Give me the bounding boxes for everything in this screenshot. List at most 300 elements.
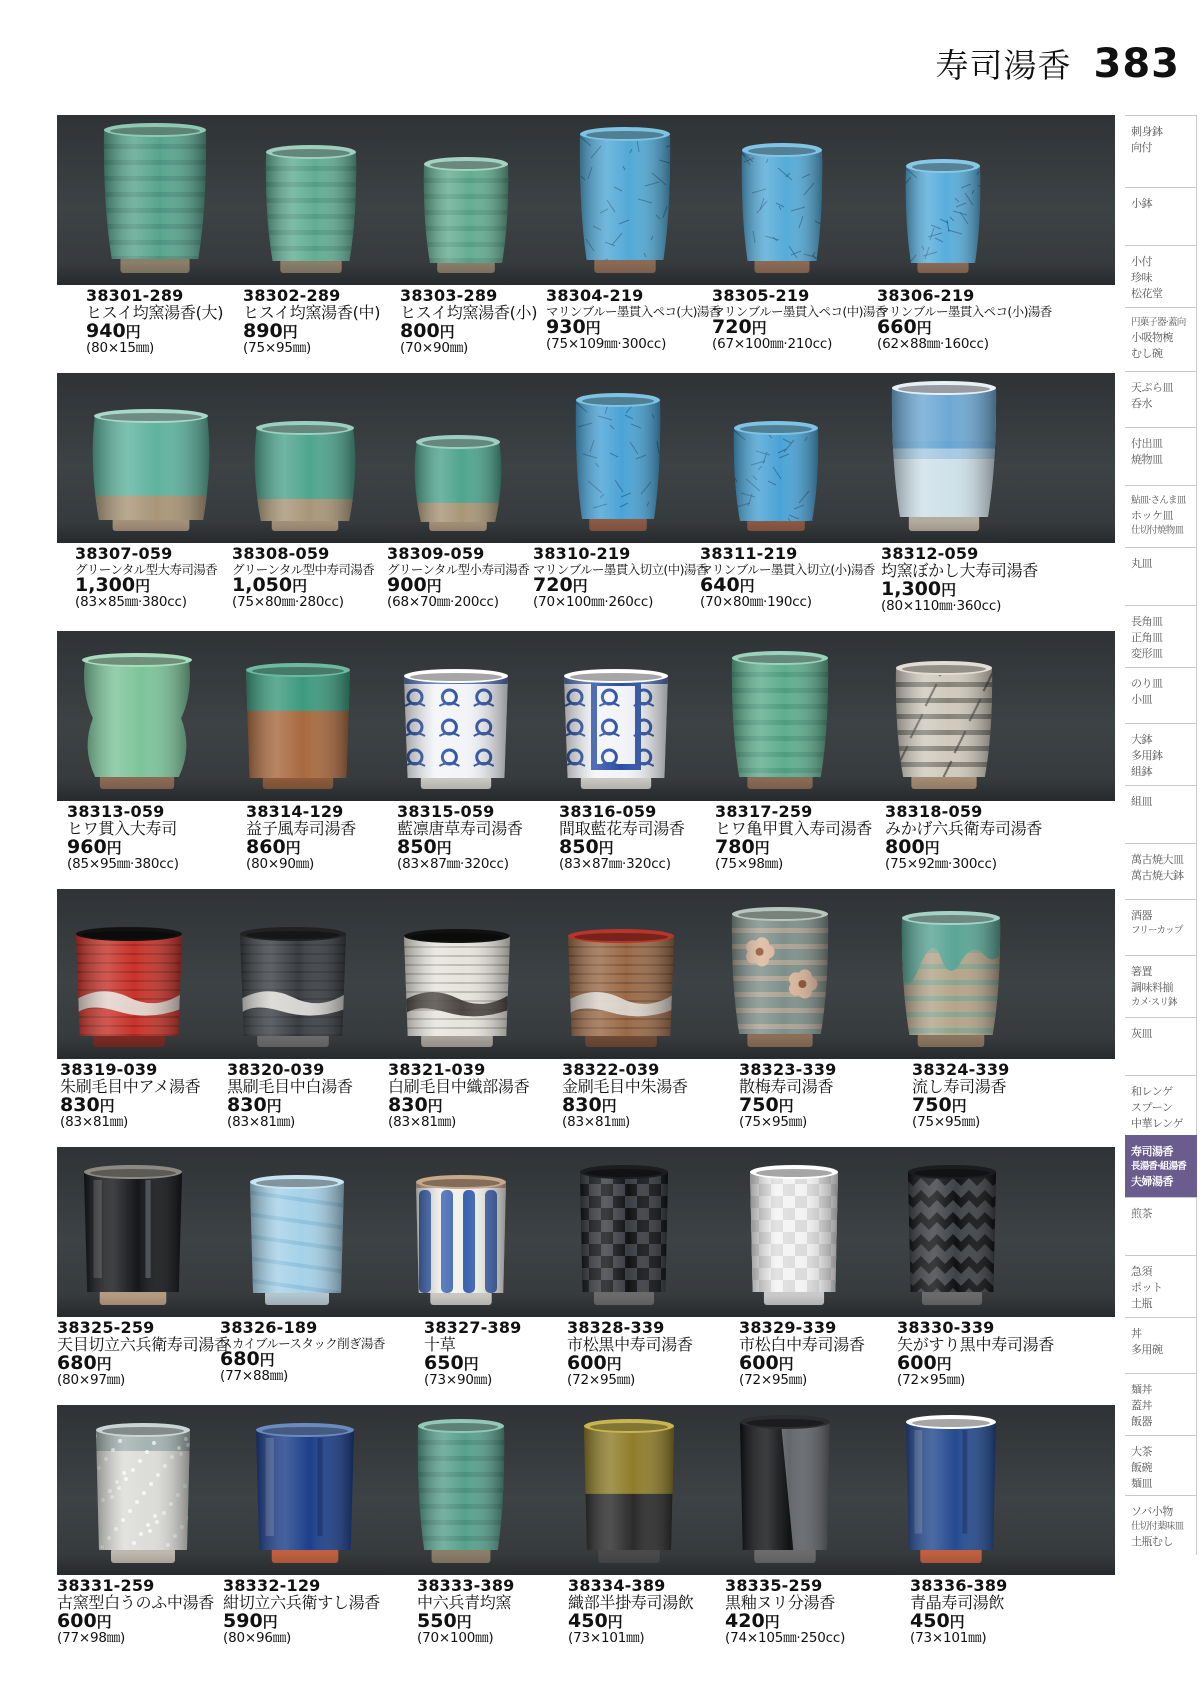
product-name: 古窯型白うのふ中湯香	[57, 1592, 215, 1612]
product-price	[912, 1093, 1092, 1116]
price-currency: 円	[607, 1612, 623, 1631]
price-value: 1,050	[232, 573, 293, 596]
product-code: 38317-259	[715, 802, 813, 821]
product-name: 均窯ぼかし大寿司湯香	[881, 560, 1039, 580]
price-value: 680	[220, 1347, 260, 1370]
product-code: 38311-219	[700, 544, 798, 563]
price-value: 930	[546, 315, 586, 338]
product-image	[903, 159, 983, 273]
page-title: 寿司湯香	[935, 46, 1072, 85]
category-tab[interactable]	[1125, 785, 1197, 843]
price-value: 800	[400, 319, 440, 342]
price-value: 590	[223, 1609, 263, 1632]
price-value: 750	[912, 1093, 952, 1116]
price-value: 450	[568, 1609, 608, 1632]
price-currency: 円	[924, 838, 940, 857]
product-code: 38308-059	[232, 544, 330, 563]
product-name: グリーンタル型小寿司湯香	[387, 561, 530, 577]
category-tab-label: 飯器	[1131, 1414, 1152, 1428]
product-price	[57, 1609, 237, 1632]
price-currency: 円	[936, 1354, 952, 1373]
product-price	[75, 573, 255, 596]
category-tab-label: 長角皿	[1131, 615, 1163, 628]
category-tab-label: カメ·スリ鉢	[1131, 996, 1177, 1008]
category-tab-label: 鮎皿·さんま皿	[1131, 495, 1186, 506]
product-caption	[67, 804, 247, 871]
category-tab-label: 天ぷら皿	[1131, 381, 1173, 394]
product-price	[223, 1609, 403, 1632]
category-tab-label: 蓋丼	[1131, 1398, 1152, 1412]
product-size: (80×15㎜)	[86, 339, 155, 356]
product-code: 38336-389	[910, 1576, 1008, 1595]
category-tab[interactable]	[1125, 843, 1197, 899]
category-tab-label: 大茶	[1131, 1445, 1152, 1458]
product-image	[747, 1165, 841, 1305]
category-tab-label: 小付	[1131, 255, 1152, 268]
product-caption	[243, 288, 423, 355]
cup-illustration	[581, 1419, 677, 1563]
category-tab-label: 珍味	[1131, 270, 1152, 284]
product-code: 38306-219	[877, 286, 975, 305]
product-image	[421, 157, 511, 273]
price-currency: 円	[426, 576, 442, 595]
cup-illustration	[731, 421, 821, 531]
price-currency: 円	[601, 1096, 617, 1115]
category-tab[interactable]	[1125, 427, 1197, 485]
category-tab[interactable]	[1125, 187, 1197, 245]
product-size: (72×95㎜)	[567, 1371, 636, 1388]
category-tab-label: 向付	[1131, 140, 1152, 154]
category-tab[interactable]	[1125, 667, 1197, 723]
product-code: 38302-289	[243, 286, 341, 305]
cup-illustration	[243, 663, 353, 789]
category-tab[interactable]	[1125, 723, 1197, 785]
product-price	[57, 1351, 237, 1374]
product-size: (75×95㎜)	[739, 1113, 808, 1130]
price-value: 420	[725, 1609, 765, 1632]
product-price	[220, 1347, 400, 1370]
product-name: マリンブルー墨貫入切立(中)湯香	[533, 561, 708, 577]
category-tab[interactable]	[1125, 245, 1197, 307]
price-value: 830	[562, 1093, 602, 1116]
page-number: 383	[1093, 41, 1180, 87]
price-currency: 円	[266, 1096, 282, 1115]
product-image	[263, 145, 359, 273]
product-image	[401, 669, 511, 789]
product-name: グリーンタル型中寿司湯香	[232, 561, 375, 577]
price-value: 890	[243, 319, 283, 342]
category-tab-label: 変形皿	[1131, 646, 1163, 660]
price-currency: 円	[941, 580, 957, 599]
product-photo-strip	[57, 1147, 1115, 1317]
category-tab-label: 急須	[1131, 1265, 1152, 1278]
product-code: 38322-039	[562, 1060, 660, 1079]
product-image	[889, 381, 999, 531]
product-image	[101, 123, 209, 273]
product-image	[893, 661, 995, 789]
product-row	[57, 1405, 1115, 1663]
product-caption	[533, 546, 713, 609]
category-tab[interactable]	[1125, 1075, 1197, 1135]
product-code: 38320-039	[227, 1060, 325, 1079]
price-currency: 円	[572, 576, 588, 595]
product-size: (83×81㎜)	[388, 1113, 457, 1130]
product-name: 黒釉ヌリ分湯香	[725, 1592, 835, 1612]
cup-illustration	[729, 651, 831, 789]
product-size: (80×110㎜·360cc)	[881, 597, 1002, 614]
cup-illustration	[101, 123, 209, 273]
product-code: 38327-389	[424, 1318, 522, 1337]
price-currency: 円	[916, 318, 932, 337]
category-tab-label: 寿司湯香	[1131, 1145, 1173, 1158]
price-currency: 円	[951, 1096, 967, 1115]
category-tab-label: 多用鉢	[1131, 748, 1163, 762]
price-currency: 円	[754, 838, 770, 857]
cup-illustration	[73, 927, 185, 1047]
product-code: 38319-039	[60, 1060, 158, 1079]
category-tab[interactable]	[1125, 1255, 1197, 1317]
product-photo-strip	[57, 889, 1115, 1059]
cup-illustration	[905, 1165, 999, 1305]
cup-illustration	[747, 1165, 841, 1305]
product-image	[91, 409, 211, 531]
product-code: 38310-219	[533, 544, 631, 563]
cup-illustration	[253, 1423, 357, 1563]
category-tab[interactable]	[1125, 1197, 1197, 1255]
category-tab-label: 小吸物椀	[1131, 330, 1173, 344]
product-code: 38328-339	[567, 1318, 665, 1337]
cup-illustration	[421, 157, 511, 273]
cup-illustration	[415, 1419, 507, 1563]
product-price	[227, 1093, 407, 1116]
category-tab-label: 組鉢	[1131, 764, 1152, 778]
price-currency: 円	[96, 1354, 112, 1373]
price-currency: 円	[456, 1612, 472, 1631]
cup-illustration	[93, 1423, 193, 1563]
product-name: マリンブルー墨貫入ペコ(中)湯香	[712, 303, 887, 319]
category-tab-label: 酒器	[1131, 909, 1152, 922]
product-caption	[715, 804, 895, 871]
product-image	[93, 1423, 193, 1563]
product-code: 38303-289	[400, 286, 498, 305]
price-currency: 円	[259, 1350, 275, 1369]
cup-illustration	[889, 381, 999, 531]
product-photo-strip	[57, 115, 1115, 285]
product-image	[729, 651, 831, 789]
product-caption	[220, 1320, 400, 1383]
category-tab[interactable]	[1125, 1017, 1197, 1075]
product-row	[57, 1147, 1115, 1405]
category-tab-label: むし碗	[1131, 346, 1163, 360]
product-code: 38326-189	[220, 1318, 318, 1337]
cup-illustration	[565, 929, 677, 1047]
product-image	[737, 1415, 833, 1563]
price-currency: 円	[764, 1612, 780, 1631]
product-image	[253, 421, 357, 531]
cup-illustration	[237, 927, 349, 1047]
product-size: (68×70㎜·200cc)	[387, 593, 499, 610]
cup-illustration	[79, 653, 195, 789]
product-code: 38334-389	[568, 1576, 666, 1595]
product-name: 紺切立六兵衛すし湯香	[223, 1592, 381, 1612]
product-price	[700, 573, 880, 596]
price-currency: 円	[285, 838, 301, 857]
price-value: 830	[60, 1093, 100, 1116]
category-tab-label: 煎茶	[1131, 1207, 1152, 1220]
price-value: 720	[533, 573, 573, 596]
product-name: マリンブルー墨貫入ペコ(大)湯香	[546, 303, 721, 319]
category-tab[interactable]	[1125, 605, 1197, 667]
product-name: マリンブルー墨貫入ペコ(小)湯香	[877, 303, 1052, 319]
category-index-tabs	[1125, 115, 1197, 1555]
product-image	[577, 1165, 671, 1305]
product-price	[739, 1351, 919, 1374]
product-size: (83×85㎜·380cc)	[75, 593, 187, 610]
product-name: 織部半掛寿司湯飲	[568, 1592, 694, 1612]
price-currency: 円	[439, 322, 455, 341]
product-name: 市松黒中寿司湯香	[567, 1334, 693, 1354]
product-price	[388, 1093, 568, 1116]
product-size: (70×80㎜·190cc)	[700, 593, 812, 610]
product-caption	[57, 1578, 237, 1645]
product-image	[401, 929, 513, 1047]
cup-illustration	[247, 1175, 347, 1305]
product-caption	[60, 1062, 240, 1129]
product-name: 間取藍花寿司湯香	[559, 818, 685, 838]
price-currency: 円	[96, 1612, 112, 1631]
cup-illustration	[577, 127, 673, 273]
product-size: (70×90㎜)	[400, 339, 469, 356]
product-size: (83×81㎜)	[60, 1113, 129, 1130]
product-caption	[559, 804, 739, 871]
cup-illustration	[401, 929, 513, 1047]
category-tab-label: 小皿	[1131, 692, 1152, 706]
category-tab-label: 丼	[1131, 1327, 1142, 1340]
page-header	[936, 40, 1181, 90]
product-caption	[725, 1578, 905, 1645]
product-image	[905, 1165, 999, 1305]
product-caption	[223, 1578, 403, 1645]
product-size: (75×95㎜)	[243, 339, 312, 356]
product-caption	[739, 1320, 919, 1387]
product-name: ヒスイ均窯湯香(中)	[243, 302, 381, 322]
price-value: 650	[424, 1351, 464, 1374]
price-currency: 円	[778, 1354, 794, 1373]
product-price	[60, 1093, 240, 1116]
cup-illustration	[401, 669, 511, 789]
cup-illustration	[737, 1415, 833, 1563]
cup-illustration	[253, 421, 357, 531]
product-price	[715, 835, 895, 858]
product-image	[253, 1423, 357, 1563]
product-caption	[897, 1320, 1077, 1387]
product-caption	[227, 1062, 407, 1129]
product-image	[577, 127, 673, 273]
product-grid	[57, 115, 1115, 1663]
category-tab[interactable]	[1125, 485, 1197, 547]
price-value: 600	[567, 1351, 607, 1374]
category-tab[interactable]	[1125, 1317, 1197, 1373]
product-name: 藍凛唐草寿司湯香	[397, 818, 523, 838]
price-value: 720	[712, 315, 752, 338]
price-value: 800	[885, 835, 925, 858]
product-caption	[562, 1062, 742, 1129]
category-tab-label: 円菓子器·蓋向	[1131, 317, 1186, 328]
category-tab[interactable]	[1125, 1135, 1197, 1197]
product-size: (80×90㎜)	[246, 855, 315, 872]
category-tab[interactable]	[1125, 371, 1197, 427]
product-caption	[75, 546, 255, 609]
cup-illustration	[413, 1175, 509, 1305]
product-image	[79, 653, 195, 789]
category-tab[interactable]	[1125, 899, 1197, 955]
cup-illustration	[91, 409, 211, 531]
cup-illustration	[413, 435, 503, 531]
product-image	[903, 1415, 999, 1563]
price-currency: 円	[282, 322, 298, 341]
product-caption	[712, 288, 892, 351]
price-currency: 円	[436, 838, 452, 857]
cup-illustration	[729, 907, 831, 1047]
category-tab-label: 仕切付薬味皿	[1131, 1520, 1184, 1532]
product-name: 青晶寿司湯飲	[910, 1592, 1005, 1612]
product-name: 黒刷毛目中白湯香	[227, 1076, 353, 1096]
product-code: 38325-259	[57, 1318, 155, 1337]
product-code: 38323-339	[739, 1060, 837, 1079]
product-name: 市松白中寿司湯香	[739, 1334, 865, 1354]
product-image	[729, 907, 831, 1047]
product-price	[567, 1351, 747, 1374]
product-size: (73×101㎜)	[910, 1629, 987, 1646]
category-tab[interactable]	[1125, 1373, 1197, 1435]
category-tab[interactable]	[1125, 547, 1197, 605]
cup-illustration	[577, 1165, 671, 1305]
category-tab-label: 呑水	[1131, 396, 1152, 410]
price-currency: 円	[606, 1354, 622, 1373]
category-tab-label: 灰皿	[1131, 1027, 1152, 1040]
product-name: マリンブルー墨貫入切立(小)湯香	[700, 561, 875, 577]
product-size: (80×96㎜)	[223, 1629, 292, 1646]
product-name: スカイブルースタック削ぎ湯香	[220, 1335, 385, 1351]
product-name: 白刷毛目中織部湯香	[388, 1076, 530, 1096]
product-price	[877, 315, 1057, 338]
product-code: 38324-339	[912, 1060, 1010, 1079]
product-name: 金刷毛目中朱湯香	[562, 1076, 688, 1096]
cup-illustration	[263, 145, 359, 273]
product-caption	[700, 546, 880, 609]
product-price	[546, 315, 726, 338]
price-value: 850	[559, 835, 599, 858]
product-code: 38305-219	[712, 286, 810, 305]
category-tab[interactable]	[1125, 1495, 1197, 1555]
product-name: 十草	[424, 1334, 456, 1354]
product-image	[413, 1175, 509, 1305]
category-tab-label: 麺皿	[1131, 1476, 1152, 1490]
cup-illustration	[81, 1165, 185, 1305]
category-tab-label: ソバ小物	[1131, 1505, 1173, 1518]
product-caption	[232, 546, 412, 609]
product-code: 38333-389	[417, 1576, 515, 1595]
product-price	[910, 1609, 1090, 1632]
product-code: 38331-259	[57, 1576, 155, 1595]
price-currency: 円	[427, 1096, 443, 1115]
product-price	[397, 835, 577, 858]
category-tab-label: 土瓶	[1131, 1296, 1152, 1310]
product-image	[899, 911, 1003, 1047]
product-caption	[568, 1578, 748, 1645]
category-tab-label: 麺丼	[1131, 1383, 1152, 1396]
category-tab-label: 松花堂	[1131, 286, 1163, 300]
category-tab[interactable]	[1125, 1435, 1197, 1495]
product-name: 天目切立六兵衛寿司湯香	[57, 1334, 230, 1354]
cup-illustration	[573, 393, 663, 531]
price-value: 550	[417, 1609, 457, 1632]
product-size: (75×95㎜)	[912, 1113, 981, 1130]
category-tab-label: 土瓶むし	[1131, 1534, 1173, 1548]
category-tab-label: 調味料揃	[1131, 980, 1173, 994]
category-tab-label: 正角皿	[1131, 630, 1163, 644]
price-currency: 円	[99, 1096, 115, 1115]
product-name: 散梅寿司湯香	[739, 1076, 834, 1096]
product-price	[533, 573, 713, 596]
product-code: 38304-219	[546, 286, 644, 305]
product-code: 38315-059	[397, 802, 495, 821]
product-size: (83×81㎜)	[227, 1113, 296, 1130]
product-image	[565, 929, 677, 1047]
category-tab-label: のり皿	[1131, 677, 1163, 690]
product-size: (75×109㎜·300cc)	[546, 335, 667, 352]
category-tab-label: 長湯香·組湯香	[1131, 1160, 1187, 1172]
product-code: 38313-059	[67, 802, 165, 821]
product-name: グリーンタル型大寿司湯香	[75, 561, 218, 577]
product-name: 朱刷毛目中アメ湯香	[60, 1076, 201, 1096]
price-currency: 円	[598, 838, 614, 857]
price-value: 960	[67, 835, 107, 858]
product-caption	[739, 1062, 919, 1129]
price-value: 450	[910, 1609, 950, 1632]
price-currency: 円	[778, 1096, 794, 1115]
price-value: 940	[86, 319, 126, 342]
product-code: 38301-289	[86, 286, 184, 305]
product-code: 38318-059	[885, 802, 983, 821]
product-size: (75×92㎜·300cc)	[885, 855, 997, 872]
product-name: 流し寿司湯香	[912, 1076, 1007, 1096]
price-value: 860	[246, 835, 286, 858]
price-currency: 円	[751, 318, 767, 337]
cup-illustration	[893, 661, 995, 789]
product-price	[562, 1093, 742, 1116]
category-tab[interactable]	[1125, 115, 1197, 187]
category-tab-label: 中華レンゲ	[1131, 1116, 1184, 1130]
product-size: (72×95㎜)	[897, 1371, 966, 1388]
price-currency: 円	[739, 576, 755, 595]
category-tab[interactable]	[1125, 307, 1197, 371]
product-size: (75×98㎜)	[715, 855, 784, 872]
price-value: 600	[57, 1609, 97, 1632]
price-value: 1,300	[881, 577, 942, 600]
product-size: (62×88㎜·160cc)	[877, 335, 989, 352]
product-price	[885, 835, 1065, 858]
price-value: 830	[227, 1093, 267, 1116]
product-size: (74×105㎜·250cc)	[725, 1629, 846, 1646]
product-caption	[397, 804, 577, 871]
category-tab-label: 仕切付焼物皿	[1131, 524, 1184, 536]
product-size: (83×81㎜)	[562, 1113, 631, 1130]
category-tab[interactable]	[1125, 955, 1197, 1017]
product-image	[561, 669, 671, 789]
product-code: 38335-259	[725, 1576, 823, 1595]
product-price	[897, 1351, 1077, 1374]
